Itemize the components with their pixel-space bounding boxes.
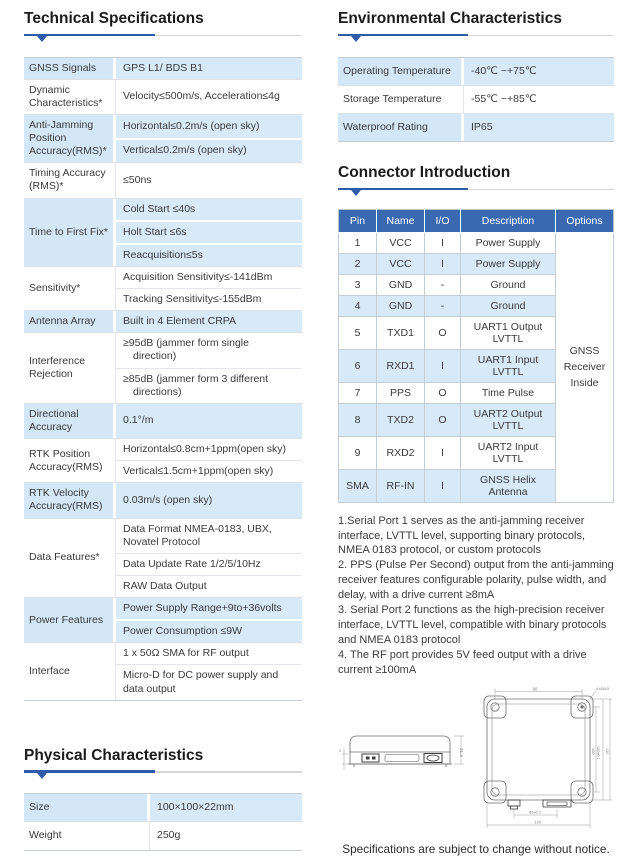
spec-label: Sensitivity*	[24, 267, 116, 310]
technical-spec-table	[24, 57, 302, 701]
pin-cell: 1	[339, 232, 377, 253]
spec-row	[24, 642, 302, 699]
spec-row	[24, 198, 302, 266]
rule-gray-segment	[468, 189, 614, 190]
spec-value: ≤50ns	[123, 173, 152, 186]
footer-disclaimer: Specifications are subject to change without notice.	[342, 842, 610, 857]
section-title: Connector Introduction	[338, 163, 511, 181]
dimension-label-top: 90	[532, 686, 538, 692]
note-4: 4. The RF port provides 5V feed output with a drive current ≥100mA	[338, 649, 587, 677]
spec-label: Size	[24, 794, 150, 821]
description-cell: Time Pulse	[461, 382, 556, 403]
spec-value: 1 x 50Ω SMA for RF output	[123, 647, 249, 660]
spec-label: Interference Rejection	[24, 333, 116, 403]
description-cell: GNSS Helix Antenna	[461, 469, 556, 502]
spec-value: Vertical≤1.5cm+1ppm(open sky)	[116, 460, 302, 482]
spec-value: Acquisition Sensitivity≤-141dBm	[123, 270, 273, 283]
device-side-view	[348, 736, 452, 767]
pin-cell: 5	[339, 316, 377, 349]
spec-value: Power Consumption ≤9W	[116, 619, 302, 642]
rule-gray-segment	[155, 35, 302, 36]
spec-value: Cold Start ≤40s	[123, 202, 196, 215]
rule-gray-segment	[468, 35, 614, 36]
spec-values	[464, 58, 614, 85]
section-title: Physical Characteristics	[24, 746, 204, 764]
section-technical-specifications	[24, 10, 302, 701]
connector-notes	[338, 514, 614, 678]
triangle-marker-icon	[37, 773, 47, 779]
spec-label: Storage Temperature	[338, 86, 464, 113]
title-rule	[338, 188, 614, 197]
spec-values	[150, 794, 302, 821]
dimension-label-right-mid: 120±0.1	[596, 746, 600, 760]
spec-value: Holt Start ≤6s	[116, 220, 302, 243]
pin-cell: 4	[339, 295, 377, 316]
spec-label: Antenna Array	[24, 311, 116, 332]
device-dimension-drawing	[338, 686, 614, 838]
spec-value: IP65	[471, 120, 493, 133]
spec-value: Vertical≤0.2m/s (open sky)	[116, 138, 302, 163]
spec-values	[116, 163, 302, 197]
spec-row	[24, 266, 302, 310]
spec-values	[150, 822, 302, 849]
section-environmental-characteristics	[338, 10, 614, 142]
spec-label: GNSS Signals	[24, 58, 116, 79]
name-cell: GND	[377, 274, 425, 295]
spacer	[24, 701, 302, 747]
dimension-label-right-inner: 100	[591, 748, 595, 755]
section-title: Environmental Characteristics	[338, 10, 562, 27]
physical-table	[24, 793, 302, 850]
spec-value: Reacquisition≤5s	[116, 243, 302, 266]
description-cell: Power Supply	[461, 232, 556, 253]
right-column	[338, 10, 614, 856]
spec-row	[24, 114, 302, 162]
note-1: 1.Serial Port 1 serves as the anti-jamming receiver interface, LVTTL level, supporting binary protocols, NMEA 0183 protocol, or custom protocols	[338, 514, 586, 557]
spec-value: Data Format NMEA-0183, UBX, Novatel Protocol	[123, 522, 272, 548]
io-cell: -	[425, 295, 461, 316]
io-cell: I	[425, 436, 461, 469]
spec-label: Data Features*	[24, 519, 116, 598]
spec-row	[24, 332, 302, 403]
pin-cell: 7	[339, 382, 377, 403]
io-cell: I	[425, 232, 461, 253]
spec-value: Velocity≤500m/s, Acceleration≤4g	[123, 90, 280, 103]
io-cell: I	[425, 469, 461, 502]
options-cell: GNSS Receiver Inside	[556, 232, 614, 502]
header-description: Description	[461, 209, 556, 232]
pin-cell: SMA	[339, 469, 377, 502]
triangle-marker-icon	[37, 36, 47, 42]
spec-label: RTK Position Accuracy(RMS)	[24, 439, 116, 482]
spec-values	[116, 115, 302, 162]
dimension-label-side-lip: 2	[339, 748, 342, 754]
spec-row	[24, 79, 302, 114]
spec-values	[116, 643, 302, 699]
spec-values	[116, 80, 302, 114]
spec-row	[24, 821, 302, 849]
description-cell: Ground	[461, 295, 556, 316]
spec-values	[116, 439, 302, 482]
pin-cell: 2	[339, 253, 377, 274]
section-physical-characteristics	[24, 747, 302, 851]
spec-label: Dynamic Characteristics*	[24, 80, 116, 114]
spec-values	[116, 404, 302, 438]
description-cell: Ground	[461, 274, 556, 295]
pin-table	[338, 209, 614, 503]
dimension-label-side-height: 21.4	[459, 748, 464, 757]
spec-row	[24, 310, 302, 332]
spec-value: RAW Data Output	[116, 575, 302, 597]
environmental-table	[338, 57, 614, 142]
spec-label: Waterproof Rating	[338, 114, 464, 141]
triangle-marker-icon	[351, 190, 361, 196]
spec-values	[464, 86, 614, 113]
spec-value: ≥85dB (jammer form 3 different directions)	[116, 368, 302, 403]
spec-row	[338, 85, 614, 113]
io-cell: O	[425, 403, 461, 436]
name-cell: RXD2	[377, 436, 425, 469]
io-cell: -	[425, 274, 461, 295]
header-options: Options	[556, 209, 614, 232]
spec-value: Micro-D for DC power supply and data output	[116, 664, 302, 699]
name-cell: PPS	[377, 382, 425, 403]
spacer	[338, 142, 614, 164]
name-cell: RXD1	[377, 349, 425, 382]
note-2: 2. PPS (Pulse Per Second) output from the anti-jamming receiver features configurable polarity, pulse width, and delay, with a drive current ≥8mA	[338, 559, 614, 602]
pin-table-header-row	[339, 209, 614, 232]
description-cell: UART2 Output LVTTL	[461, 403, 556, 436]
pin-cell: 6	[339, 349, 377, 382]
spec-row	[24, 438, 302, 482]
section-title: Technical Specifications	[24, 10, 204, 27]
spec-value: 0.1°/m	[123, 414, 154, 427]
spec-value: Built in 4 Element CRPA	[123, 315, 237, 328]
spec-label: Anti-Jamming Position Accuracy(RMS)*	[24, 115, 116, 162]
spec-row	[24, 794, 302, 821]
spec-row	[24, 403, 302, 438]
spec-label: Time to First Fix*	[24, 199, 116, 266]
spec-row	[24, 162, 302, 197]
io-cell: I	[425, 253, 461, 274]
spec-value: Horizontal≤0.8cm+1ppm(open sky)	[123, 443, 287, 456]
spec-values	[116, 598, 302, 642]
spec-values	[116, 199, 302, 266]
name-cell: RF-IN	[377, 469, 425, 502]
spec-value: Power Supply Range+9to+36volts	[123, 602, 282, 615]
mechanical-drawing	[338, 686, 614, 838]
section-connector-introduction	[338, 164, 614, 856]
spec-value: -40℃ ~+75℃	[471, 64, 537, 77]
spec-row	[338, 113, 614, 141]
spec-value: Horizontal≤0.2m/s (open sky)	[123, 119, 260, 132]
dimension-label-bottom-outer: 100	[534, 819, 542, 825]
dimension-label-bottom-inner: 80±0.1	[528, 809, 542, 815]
title-rule	[24, 34, 302, 43]
spec-value: GPS L1/ BDS B1	[123, 61, 203, 74]
dimension-label-hole-callout: 4×Ø4.5	[596, 686, 610, 692]
spec-values	[116, 58, 302, 79]
spec-value: 0.03m/s (open sky)	[123, 493, 213, 506]
description-cell: UART2 Input LVTTL	[461, 436, 556, 469]
spec-row	[24, 597, 302, 642]
pin-row	[339, 232, 614, 253]
name-cell: GND	[377, 295, 425, 316]
io-cell: I	[425, 349, 461, 382]
title-rule	[338, 34, 614, 43]
name-cell: TXD2	[377, 403, 425, 436]
spec-values	[116, 333, 302, 403]
pin-cell: 9	[339, 436, 377, 469]
spec-values	[116, 519, 302, 598]
spec-value: 100×100×22mm	[157, 801, 234, 814]
spec-label: Power Features	[24, 598, 116, 642]
dimension-label-right-outer: 120	[605, 748, 609, 755]
spec-values	[116, 311, 302, 332]
spec-row	[24, 482, 302, 517]
spec-values	[464, 114, 614, 141]
spec-values	[116, 267, 302, 310]
header-pin: Pin	[339, 209, 377, 232]
spec-label: Weight	[24, 822, 150, 849]
io-cell: O	[425, 316, 461, 349]
spec-label: Interface	[24, 643, 116, 699]
header-name: Name	[377, 209, 425, 232]
spec-row	[24, 58, 302, 79]
spec-value: 250g	[157, 829, 181, 842]
spec-values	[116, 483, 302, 517]
name-cell: TXD1	[377, 316, 425, 349]
device-front-view	[484, 696, 593, 809]
rule-gray-segment	[155, 771, 302, 772]
name-cell: VCC	[377, 253, 425, 274]
spec-label: Directional Accuracy	[24, 404, 116, 438]
spec-label: RTK Velocity Accuracy(RMS)	[24, 483, 116, 517]
name-cell: VCC	[377, 232, 425, 253]
header-io: I/O	[425, 209, 461, 232]
triangle-marker-icon	[351, 36, 361, 42]
spec-label: Operating Temperature	[338, 58, 464, 85]
spec-row	[24, 518, 302, 598]
spec-value: Data Update Rate 1/2/5/10Hz	[116, 553, 302, 575]
title-rule	[24, 770, 302, 779]
spec-row	[338, 58, 614, 85]
spec-value: ≥95dB (jammer form single direction)	[123, 337, 249, 363]
spec-value: Tracking Sensitivity≤-155dBm	[116, 288, 302, 310]
description-cell: UART1 Output LVTTL	[461, 316, 556, 349]
pin-cell: 8	[339, 403, 377, 436]
spec-value: -55℃ ~+85℃	[471, 92, 537, 105]
pin-cell: 3	[339, 274, 377, 295]
note-3: 3. Serial Port 2 functions as the high-precision receiver interface, LVTTL level, compatible with binary protocols and NMEA 0183 protocol	[338, 604, 607, 647]
description-cell: UART1 Input LVTTL	[461, 349, 556, 382]
io-cell: O	[425, 382, 461, 403]
spec-label: Timing Accuracy (RMS)*	[24, 163, 116, 197]
left-column	[24, 10, 302, 856]
description-cell: Power Supply	[461, 253, 556, 274]
